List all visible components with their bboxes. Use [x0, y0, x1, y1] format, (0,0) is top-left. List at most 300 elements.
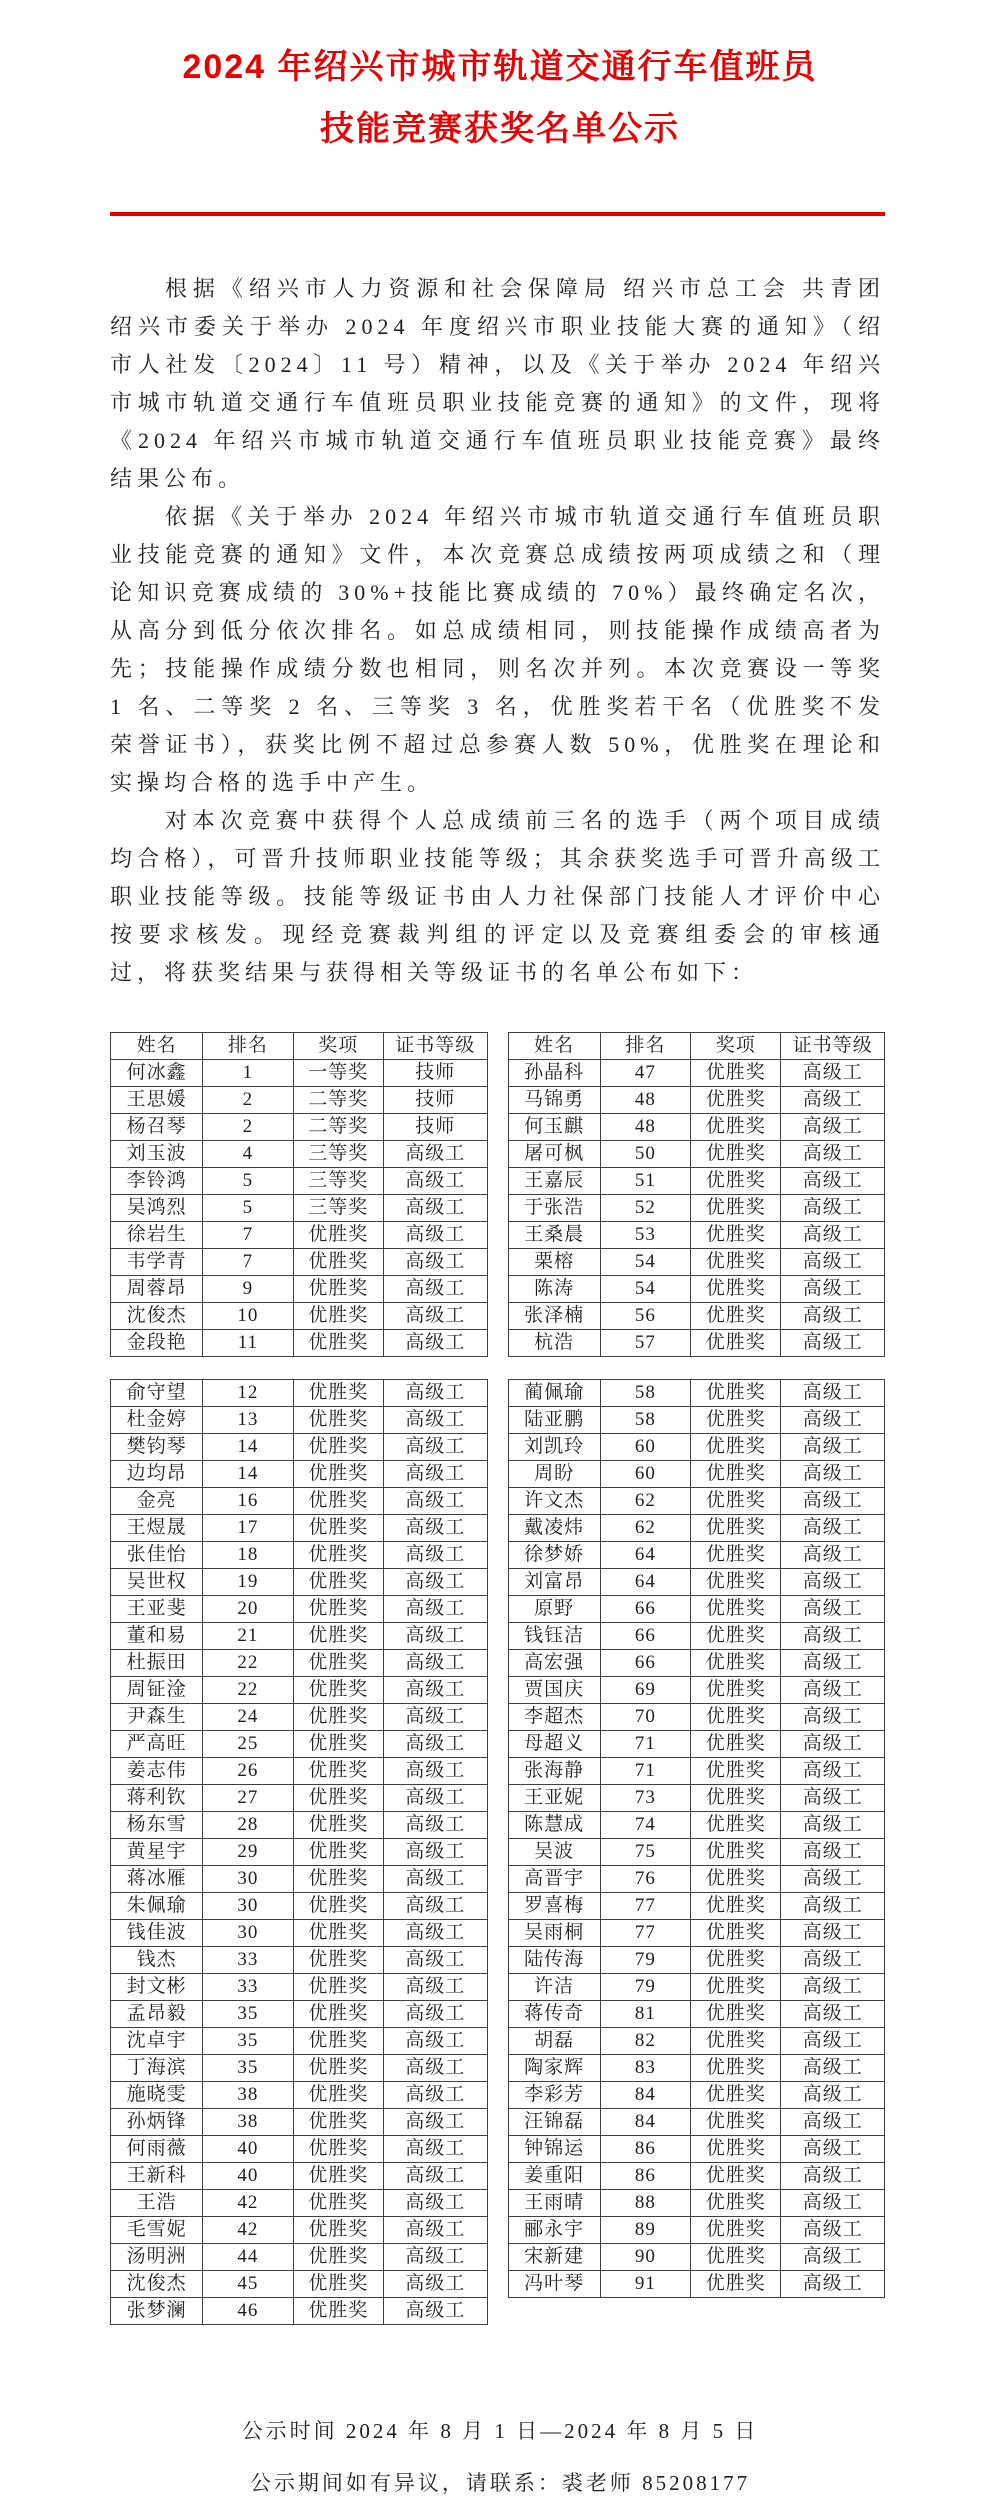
table-cell: 优胜奖 [691, 2082, 781, 2109]
table-row [111, 1947, 488, 1974]
table-cell: 高级工 [781, 1893, 885, 1920]
table-row [508, 1276, 885, 1303]
table-cell: 周盼 [508, 1461, 600, 1488]
table-cell: 高级工 [781, 2001, 885, 2028]
table-cell: 优胜奖 [691, 1569, 781, 1596]
table-cell: 12 [203, 1380, 293, 1407]
table-cell: 董和易 [111, 1623, 203, 1650]
table-cell: 蒋利钦 [111, 1785, 203, 1812]
table-cell: 高级工 [781, 1866, 885, 1893]
table-cell: 高级工 [781, 1407, 885, 1434]
table-cell: 优胜奖 [691, 1461, 781, 1488]
table-cell: 戴凌炜 [508, 1515, 600, 1542]
table-cell: 42 [203, 2217, 293, 2244]
table-cell: 金亮 [111, 1488, 203, 1515]
table-cell: 高级工 [383, 1650, 487, 1677]
table-cell: 高级工 [383, 2082, 487, 2109]
table-cell: 优胜奖 [293, 1812, 383, 1839]
table-cell: 优胜奖 [691, 1407, 781, 1434]
table-cell: 47 [600, 1060, 690, 1087]
table-cell: 42 [203, 2190, 293, 2217]
table-cell: 优胜奖 [293, 2298, 383, 2325]
table-cell: 优胜奖 [691, 2271, 781, 2298]
table-cell: 严高旺 [111, 1731, 203, 1758]
table-cell: 丁海滨 [111, 2055, 203, 2082]
table-cell: 优胜奖 [691, 1596, 781, 1623]
table-cell: 79 [600, 1974, 690, 2001]
table-row [111, 1920, 488, 1947]
table-cell: 优胜奖 [293, 1704, 383, 1731]
table-cell: 74 [600, 1812, 690, 1839]
table-row [508, 1785, 885, 1812]
table-row [111, 1542, 488, 1569]
table-header-row [111, 1033, 488, 1060]
table-cell: 高级工 [383, 2136, 487, 2163]
table-row [508, 2055, 885, 2082]
table-cell: 60 [600, 1461, 690, 1488]
table-cell: 俞守望 [111, 1380, 203, 1407]
table-cell: 何冰鑫 [111, 1060, 203, 1087]
table-row [508, 2109, 885, 2136]
table-cell: 84 [600, 2109, 690, 2136]
table-row [508, 1542, 885, 1569]
table-cell: 尹森生 [111, 1704, 203, 1731]
table-cell: 5 [203, 1195, 293, 1222]
table-cell: 优胜奖 [691, 2136, 781, 2163]
publicity-period: 公示时间 2024 年 8 月 1 日—2024 年 8 月 5 日 [241, 2419, 759, 2443]
table-row [508, 1677, 885, 1704]
table-cell: 高级工 [781, 1947, 885, 1974]
table-row [111, 1515, 488, 1542]
table-cell: 高级工 [383, 1222, 487, 1249]
table-cell: 高级工 [383, 1920, 487, 1947]
table-cell: 高级工 [383, 1488, 487, 1515]
table-cell: 一等奖 [293, 1060, 383, 1087]
table-cell: 57 [600, 1330, 690, 1357]
table-cell: 高级工 [383, 1569, 487, 1596]
award-table-left-top [110, 1032, 488, 1357]
table-cell: 45 [203, 2271, 293, 2298]
table-cell: 沈卓宇 [111, 2028, 203, 2055]
table-row [111, 1704, 488, 1731]
table-cell: 优胜奖 [691, 1731, 781, 1758]
table-row [111, 1569, 488, 1596]
table-cell: 90 [600, 2244, 690, 2271]
table-row [111, 1839, 488, 1866]
table-cell: 高级工 [781, 2217, 885, 2244]
column-header: 奖项 [293, 1033, 383, 1060]
table-row [508, 1947, 885, 1974]
award-table-right-bottom [508, 1379, 886, 2298]
table-cell: 52 [600, 1195, 690, 1222]
table-cell: 22 [203, 1677, 293, 1704]
table-cell: 11 [203, 1330, 293, 1357]
table-cell: 优胜奖 [691, 2109, 781, 2136]
table-cell: 高级工 [781, 1222, 885, 1249]
table-cell: 蒋传奇 [508, 2001, 600, 2028]
table-cell: 13 [203, 1407, 293, 1434]
table-cell: 高级工 [781, 2190, 885, 2217]
table-cell: 杜金婷 [111, 1407, 203, 1434]
table-cell: 35 [203, 2001, 293, 2028]
table-cell: 35 [203, 2055, 293, 2082]
table-cell: 杭浩 [508, 1330, 600, 1357]
table-cell: 高级工 [383, 1434, 487, 1461]
table-cell: 20 [203, 1596, 293, 1623]
table-cell: 吴波 [508, 1839, 600, 1866]
table-cell: 38 [203, 2082, 293, 2109]
table-cell: 高级工 [383, 1141, 487, 1168]
table-cell: 汪锦磊 [508, 2109, 600, 2136]
table-cell: 高级工 [781, 1623, 885, 1650]
table-cell: 高级工 [781, 1195, 885, 1222]
table-cell: 21 [203, 1623, 293, 1650]
table-cell: 优胜奖 [691, 2001, 781, 2028]
table-cell: 胡磊 [508, 2028, 600, 2055]
table-row [111, 2163, 488, 2190]
table-cell: 高级工 [383, 1515, 487, 1542]
table-cell: 1 [203, 1060, 293, 1087]
table-cell: 优胜奖 [691, 1060, 781, 1087]
table-row [111, 1222, 488, 1249]
table-cell: 高级工 [383, 2190, 487, 2217]
table-cell: 48 [600, 1114, 690, 1141]
table-cell: 优胜奖 [691, 1222, 781, 1249]
table-cell: 优胜奖 [691, 1920, 781, 1947]
table-cell: 汤明洲 [111, 2244, 203, 2271]
column-header: 排名 [203, 1033, 293, 1060]
table-cell: 优胜奖 [691, 1677, 781, 1704]
table-cell: 高级工 [383, 1276, 487, 1303]
table-cell: 高级工 [383, 1974, 487, 2001]
table-row [111, 1141, 488, 1168]
table-cell: 优胜奖 [293, 1893, 383, 1920]
table-cell: 高级工 [383, 1704, 487, 1731]
table-cell: 钟锦运 [508, 2136, 600, 2163]
table-cell: 优胜奖 [293, 1303, 383, 1330]
table-cell: 86 [600, 2163, 690, 2190]
table-cell: 姜重阳 [508, 2163, 600, 2190]
table-cell: 高级工 [781, 1276, 885, 1303]
table-cell: 徐岩生 [111, 1222, 203, 1249]
table-cell: 高级工 [781, 1920, 885, 1947]
footer [0, 2405, 1000, 2509]
table-cell: 69 [600, 1677, 690, 1704]
table-row [508, 1731, 885, 1758]
column-header: 证书等级 [781, 1033, 885, 1060]
table-cell: 优胜奖 [691, 1434, 781, 1461]
table-cell: 7 [203, 1249, 293, 1276]
table-cell: 17 [203, 1515, 293, 1542]
table-cell: 28 [203, 1812, 293, 1839]
table-cell: 三等奖 [293, 1168, 383, 1195]
table-cell: 24 [203, 1704, 293, 1731]
table-cell: 封文彬 [111, 1974, 203, 2001]
table-cell: 18 [203, 1542, 293, 1569]
table-cell: 89 [600, 2217, 690, 2244]
table-row [508, 1623, 885, 1650]
table-cell: 58 [600, 1380, 690, 1407]
table-cell: 优胜奖 [691, 1947, 781, 1974]
table-row [111, 1596, 488, 1623]
table-cell: 66 [600, 1623, 690, 1650]
table-cell: 张海静 [508, 1758, 600, 1785]
table-cell: 优胜奖 [691, 1623, 781, 1650]
table-cell: 刘凯玲 [508, 1434, 600, 1461]
table-cell: 王浩 [111, 2190, 203, 2217]
table-cell: 79 [600, 1947, 690, 1974]
table-cell: 陈慧成 [508, 1812, 600, 1839]
table-cell: 64 [600, 1569, 690, 1596]
table-cell: 优胜奖 [293, 1569, 383, 1596]
table-cell: 88 [600, 2190, 690, 2217]
table-cell: 何雨薇 [111, 2136, 203, 2163]
table-row [508, 1758, 885, 1785]
table-cell: 黄星宇 [111, 1839, 203, 1866]
table-cell: 35 [203, 2028, 293, 2055]
table-row [111, 1168, 488, 1195]
table-cell: 优胜奖 [293, 2163, 383, 2190]
table-cell: 韦学青 [111, 1249, 203, 1276]
table-cell: 2 [203, 1087, 293, 1114]
table-cell: 优胜奖 [293, 2028, 383, 2055]
table-row [111, 1114, 488, 1141]
table-cell: 周蓉昂 [111, 1276, 203, 1303]
table-row [508, 1866, 885, 1893]
table-cell: 70 [600, 1704, 690, 1731]
table-row [111, 1407, 488, 1434]
table-cell: 优胜奖 [691, 1974, 781, 2001]
table-cell: 三等奖 [293, 1141, 383, 1168]
table-cell: 二等奖 [293, 1114, 383, 1141]
table-cell: 50 [600, 1141, 690, 1168]
table-cell: 优胜奖 [691, 1812, 781, 1839]
table-cell: 许洁 [508, 1974, 600, 2001]
table-row [508, 1893, 885, 1920]
table-cell: 优胜奖 [691, 1249, 781, 1276]
table-row [111, 1866, 488, 1893]
table-cell: 高级工 [781, 1330, 885, 1357]
table-cell: 毛雪妮 [111, 2217, 203, 2244]
award-tables-right-column [508, 1032, 886, 2298]
table-cell: 郦永宇 [508, 2217, 600, 2244]
table-cell: 66 [600, 1596, 690, 1623]
table-cell: 吴雨桐 [508, 1920, 600, 1947]
table-row [508, 1974, 885, 2001]
table-cell: 樊钧琴 [111, 1434, 203, 1461]
table-cell: 李超杰 [508, 1704, 600, 1731]
table-cell: 王嘉辰 [508, 1168, 600, 1195]
award-table-left-bottom [110, 1379, 488, 2325]
table-row [111, 1812, 488, 1839]
table-cell: 高级工 [383, 1839, 487, 1866]
table-row [508, 1380, 885, 1407]
table-cell: 优胜奖 [691, 1839, 781, 1866]
table-cell: 高级工 [781, 1488, 885, 1515]
table-cell: 71 [600, 1758, 690, 1785]
table-cell: 优胜奖 [691, 1087, 781, 1114]
table-row [111, 2217, 488, 2244]
table-cell: 高级工 [781, 1515, 885, 1542]
table-cell: 30 [203, 1893, 293, 1920]
table-cell: 优胜奖 [293, 2001, 383, 2028]
table-cell: 高宏强 [508, 1650, 600, 1677]
table-row [508, 1195, 885, 1222]
table-cell: 优胜奖 [293, 1947, 383, 1974]
table-cell: 优胜奖 [293, 1974, 383, 2001]
table-row [111, 2055, 488, 2082]
table-cell: 高级工 [383, 1623, 487, 1650]
table-cell: 刘玉波 [111, 1141, 203, 1168]
table-cell: 李铃鸿 [111, 1168, 203, 1195]
table-cell: 优胜奖 [293, 1276, 383, 1303]
table-cell: 优胜奖 [691, 1758, 781, 1785]
table-row [508, 1461, 885, 1488]
table-cell: 高级工 [781, 2082, 885, 2109]
table-cell: 优胜奖 [691, 1866, 781, 1893]
table-cell: 张泽楠 [508, 1303, 600, 1330]
table-cell: 优胜奖 [691, 2055, 781, 2082]
table-cell: 优胜奖 [691, 1141, 781, 1168]
table-row [111, 1893, 488, 1920]
table-cell: 高级工 [383, 1596, 487, 1623]
table-cell: 高晋宇 [508, 1866, 600, 1893]
table-cell: 王雨晴 [508, 2190, 600, 2217]
table-cell: 优胜奖 [293, 2244, 383, 2271]
table-cell: 29 [203, 1839, 293, 1866]
table-cell: 王亚斐 [111, 1596, 203, 1623]
table-cell: 周钲淦 [111, 1677, 203, 1704]
table-cell: 杨东雪 [111, 1812, 203, 1839]
table-cell: 82 [600, 2028, 690, 2055]
table-cell: 40 [203, 2136, 293, 2163]
table-cell: 优胜奖 [691, 1276, 781, 1303]
table-cell: 75 [600, 1839, 690, 1866]
table-cell: 陆传海 [508, 1947, 600, 1974]
table-cell: 优胜奖 [293, 1785, 383, 1812]
table-cell: 优胜奖 [293, 1222, 383, 1249]
table-cell: 30 [203, 1920, 293, 1947]
table-cell: 吴鸿烈 [111, 1195, 203, 1222]
table-row [111, 1677, 488, 1704]
table-cell: 高级工 [781, 1249, 885, 1276]
table-cell: 优胜奖 [293, 2136, 383, 2163]
table-cell: 16 [203, 1488, 293, 1515]
table-row [111, 1060, 488, 1087]
table-cell: 优胜奖 [293, 1623, 383, 1650]
table-cell: 高级工 [781, 1380, 885, 1407]
table-cell: 优胜奖 [293, 1407, 383, 1434]
table-cell: 王亚妮 [508, 1785, 600, 1812]
table-cell: 优胜奖 [691, 2244, 781, 2271]
table-cell: 朱佩瑜 [111, 1893, 203, 1920]
table-cell: 高级工 [781, 1974, 885, 2001]
table-cell: 81 [600, 2001, 690, 2028]
table-cell: 金段艳 [111, 1330, 203, 1357]
table-cell: 优胜奖 [691, 1785, 781, 1812]
table-cell: 张佳怡 [111, 1542, 203, 1569]
table-cell: 高级工 [383, 1893, 487, 1920]
table-cell: 罗喜梅 [508, 1893, 600, 1920]
table-cell: 优胜奖 [293, 1330, 383, 1357]
table-cell: 76 [600, 1866, 690, 1893]
table-row [508, 2082, 885, 2109]
table-cell: 优胜奖 [293, 1731, 383, 1758]
table-cell: 高级工 [383, 1866, 487, 1893]
table-cell: 优胜奖 [691, 1515, 781, 1542]
table-cell: 高级工 [383, 1812, 487, 1839]
table-cell: 孟昂毅 [111, 2001, 203, 2028]
table-row [111, 1276, 488, 1303]
table-cell: 优胜奖 [293, 1650, 383, 1677]
table-cell: 高级工 [781, 1060, 885, 1087]
table-cell: 王新科 [111, 2163, 203, 2190]
table-cell: 高级工 [383, 2163, 487, 2190]
column-header: 排名 [600, 1033, 690, 1060]
table-cell: 高级工 [383, 2028, 487, 2055]
table-cell: 二等奖 [293, 1087, 383, 1114]
table-row [508, 1920, 885, 1947]
table-row [508, 1087, 885, 1114]
table-row [508, 2190, 885, 2217]
table-row [111, 1434, 488, 1461]
table-cell: 高级工 [781, 1785, 885, 1812]
table-cell: 高级工 [781, 2109, 885, 2136]
table-cell: 77 [600, 1893, 690, 1920]
table-row [508, 1168, 885, 1195]
table-cell: 王煜晟 [111, 1515, 203, 1542]
table-cell: 9 [203, 1276, 293, 1303]
table-cell: 高级工 [383, 2055, 487, 2082]
table-row [111, 2109, 488, 2136]
table-row [111, 1758, 488, 1785]
table-cell: 高级工 [383, 1407, 487, 1434]
table-row [508, 1515, 885, 1542]
table-cell: 高级工 [781, 1542, 885, 1569]
table-cell: 高级工 [383, 1195, 487, 1222]
table-cell: 屠可枫 [508, 1141, 600, 1168]
table-cell: 李彩芳 [508, 2082, 600, 2109]
table-cell: 优胜奖 [293, 2082, 383, 2109]
table-cell: 优胜奖 [293, 1677, 383, 1704]
table-row [508, 1249, 885, 1276]
table-row [508, 1114, 885, 1141]
table-cell: 孙炳锋 [111, 2109, 203, 2136]
table-cell: 高级工 [781, 1677, 885, 1704]
table-cell: 沈俊杰 [111, 1303, 203, 1330]
table-cell: 优胜奖 [293, 1461, 383, 1488]
column-header: 奖项 [691, 1033, 781, 1060]
table-cell: 原野 [508, 1596, 600, 1623]
table-cell: 高级工 [383, 2109, 487, 2136]
table-cell: 高级工 [383, 1249, 487, 1276]
table-cell: 优胜奖 [293, 1488, 383, 1515]
table-cell: 高级工 [781, 1839, 885, 1866]
table-cell: 30 [203, 1866, 293, 1893]
table-cell: 46 [203, 2298, 293, 2325]
table-cell: 56 [600, 1303, 690, 1330]
table-cell: 26 [203, 1758, 293, 1785]
table-cell: 高级工 [383, 1380, 487, 1407]
table-row [111, 1623, 488, 1650]
table-cell: 高级工 [383, 1731, 487, 1758]
table-row [508, 1704, 885, 1731]
table-cell: 高级工 [781, 1303, 885, 1330]
table-cell: 66 [600, 1650, 690, 1677]
table-cell: 91 [600, 2271, 690, 2298]
table-cell: 高级工 [383, 2217, 487, 2244]
table-cell: 48 [600, 1087, 690, 1114]
